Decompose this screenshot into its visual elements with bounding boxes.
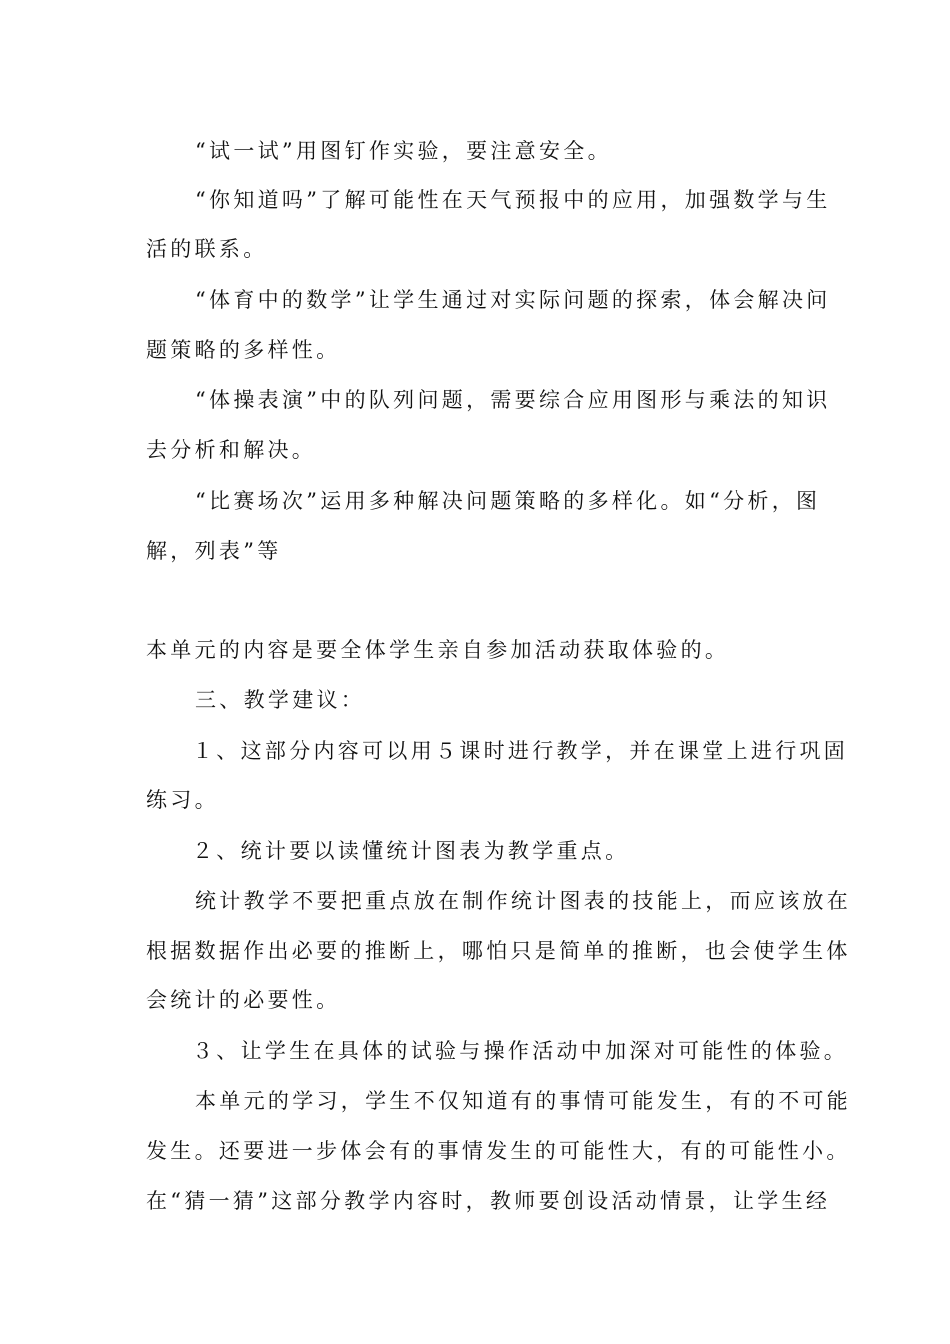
paragraph-line: 根据数据作出必要的推断上，哪怕只是简单的推断，也会使学生体 bbox=[146, 939, 851, 963]
paragraph-line: 解，列表”等 bbox=[146, 539, 282, 563]
paragraph-line: “体操表演”中的队列问题，需要综合应用图形与乘法的知识 bbox=[195, 388, 831, 412]
paragraph-line: “比赛场次”运用多种解决问题策略的多样化。如“分析，图 bbox=[195, 489, 821, 513]
section-heading: 三、教学建议： bbox=[195, 688, 366, 712]
paragraph-line: “你知道吗”了解可能性在天气预报中的应用，加强数学与生 bbox=[195, 188, 831, 212]
list-item-line: 练习。 bbox=[146, 788, 219, 812]
paragraph-line: 本单元的内容是要全体学生亲自参加活动获取体验的。 bbox=[146, 638, 730, 662]
list-item-line: ３、让学生在具体的试验与操作活动中加深对可能性的体验。 bbox=[192, 1039, 849, 1063]
paragraph-line: 题策略的多样性。 bbox=[146, 338, 341, 362]
paragraph-line: 本单元的学习，学生不仅知道有的事情可能发生，有的不可能 bbox=[195, 1089, 852, 1113]
paragraph-line: 在“猜一猜”这部分教学内容时，教师要创设活动情景，让学生经 bbox=[146, 1189, 831, 1213]
paragraph-line: 会统计的必要性。 bbox=[146, 988, 341, 1012]
paragraph-line: “试一试”用图钉作实验，要注意安全。 bbox=[195, 139, 612, 163]
list-item-line: １、这部分内容可以用５课时进行教学，并在课堂上进行巩固 bbox=[192, 739, 849, 763]
paragraph-line: 统计教学不要把重点放在制作统计图表的技能上，而应该放在 bbox=[195, 889, 852, 913]
paragraph-line: 活的联系。 bbox=[146, 237, 268, 261]
paragraph-line: 去分析和解决。 bbox=[146, 438, 317, 462]
paragraph-line: “体育中的数学”让学生通过对实际问题的探索，体会解决问 bbox=[195, 288, 831, 312]
list-item-line: ２、统计要以读懂统计图表为教学重点。 bbox=[192, 839, 630, 863]
paragraph-line: 发生。还要进一步体会有的事情发生的可能性大，有的可能性小。 bbox=[146, 1139, 851, 1163]
